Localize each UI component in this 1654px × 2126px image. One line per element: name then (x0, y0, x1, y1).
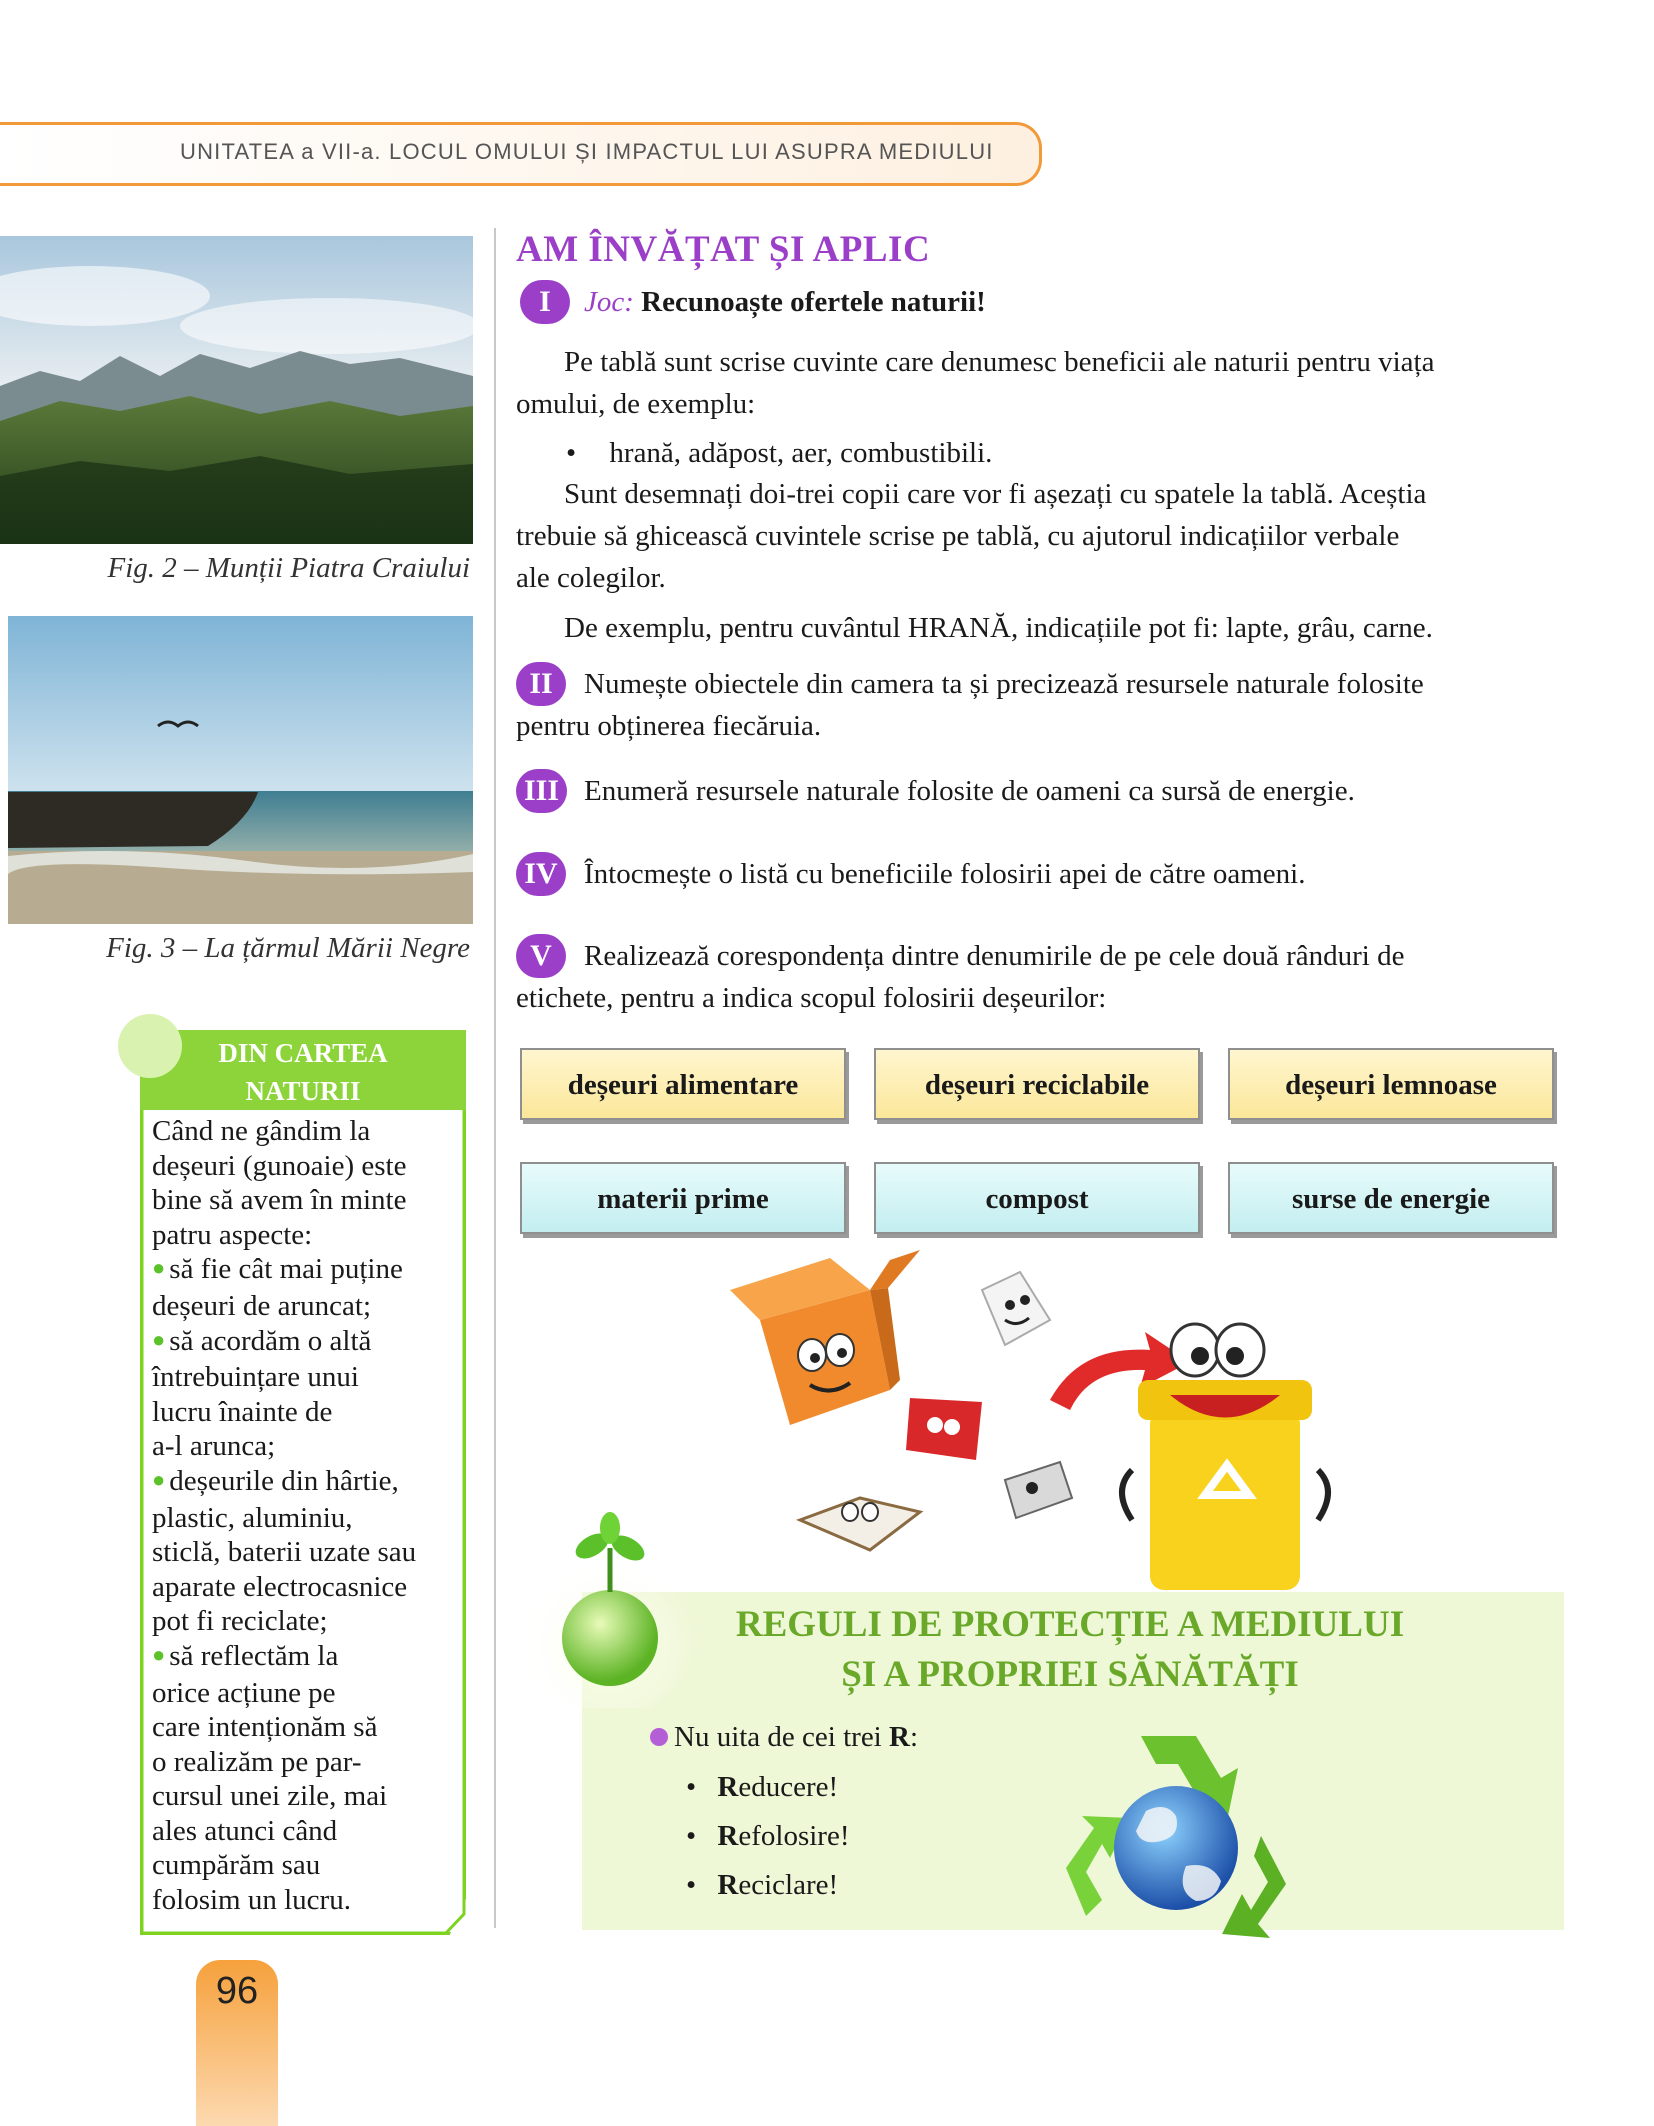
exercise-i-p3: De exemplu, pentru cuvântul HRANĂ, indicațiile pot fi: lapte, grâu, carne. (564, 612, 1433, 644)
label-raw-materials-text: materii prime (597, 1183, 769, 1215)
green-bullet-icon: ● (152, 1466, 166, 1492)
rules-intro-bold: R (889, 1721, 910, 1753)
red-package-icon (906, 1398, 982, 1460)
column-divider (494, 228, 496, 1928)
exercise-i-p2-line3: ale colegilor. (516, 562, 666, 594)
rules-item-first-letter: R (717, 1771, 739, 1803)
sidebar-line: Când ne gândim la (152, 1115, 371, 1147)
sidebar-title (140, 1030, 466, 1110)
label-energy-sources-text: surse de energie (1291, 1183, 1491, 1215)
sidebar-line: deșeuri (gunoaie) este (152, 1149, 407, 1182)
rules-item-rest: eciclare! (738, 1869, 839, 1901)
exercise-i-title (584, 281, 986, 323)
exercise-v-line1: Realizează corespondența dintre denumirile de pe cele două rânduri de (584, 940, 1405, 972)
sidebar-line: întrebuințare unui (152, 1361, 359, 1394)
rules-item-recycle (686, 1870, 838, 1900)
label-compost-text: compost (985, 1183, 1089, 1215)
rules-item-reduce (686, 1772, 838, 1802)
figure-sea-photo (8, 616, 473, 924)
rules-intro-text: Nu uita de cei trei (674, 1721, 889, 1753)
sidebar-title-line1: DIN CARTEA (218, 1038, 388, 1068)
exercise-badge-i: I (520, 280, 570, 324)
chapter-title: UNITATEA a VII-a. LOCUL OMULUI ȘI IMPACTUL LUI ASUPRA MEDIULUI (180, 139, 994, 164)
sidebar-line: deșeurile din hârtie, (169, 1464, 399, 1497)
figure-mountains-photo (0, 236, 473, 544)
rules-item-reuse (686, 1821, 849, 1851)
can-icon (1005, 1462, 1072, 1518)
sidebar-title-line2: NATURII (245, 1076, 361, 1106)
sidebar-line: orice acțiune pe (152, 1676, 336, 1709)
exercise-i-bullet-text: hrană, adăpost, aer, combustibili. (609, 437, 993, 469)
sidebar-line: cursul unei zile, mai (152, 1780, 388, 1813)
exercise-ii-line2: pentru obținerea fiecăruia. (516, 710, 822, 742)
section-title: AM ÎNVĂȚAT ȘI APLIC (516, 229, 931, 270)
figure-caption-sea: Fig. 3 – La țărmul Mării Negre (106, 932, 470, 964)
sidebar-line: să fie cât mai puține (169, 1253, 403, 1286)
sidebar-line: cumpărăm sau (152, 1849, 321, 1882)
sidebar-line: folosim un lucru. (152, 1884, 351, 1917)
cardboard-box-icon (730, 1250, 920, 1425)
exercise-i-bullet (566, 432, 992, 474)
rules-item-first-letter: R (717, 1820, 739, 1852)
sidebar-line: care intenționăm să (152, 1711, 378, 1744)
rules-item-rest: efolosire! (738, 1820, 850, 1852)
exercise-i-p2-line1: Sunt desemnați doi-trei copii care vor fi așezați cu spatele la tablă. Aceștia (564, 478, 1427, 510)
sidebar-line: o realizăm pe par- (152, 1745, 362, 1778)
sidebar-line: bine să avem în minte (152, 1184, 407, 1217)
sidebar-line: deșeuri de aruncat; (152, 1289, 372, 1322)
exercise-ii-line1: Numește obiectele din camera ta și precizează resursele naturale folosite (584, 668, 1424, 700)
green-bullet-icon: ● (152, 1641, 166, 1667)
rules-title-line1: REGULI DE PROTECȚIE A MEDIULUI (735, 1604, 1405, 1645)
bullet-icon: • (686, 1820, 697, 1852)
label-compost (874, 1162, 1200, 1234)
sidebar-line: a-l arunca; (152, 1430, 276, 1463)
green-bullet-icon: ● (152, 1255, 166, 1281)
figure-caption-mountains: Fig. 2 – Munții Piatra Craiului (107, 552, 470, 584)
sidebar-text (152, 1114, 462, 1918)
exercise-badge-ii: II (516, 662, 566, 706)
rules-item-first-letter: R (717, 1869, 739, 1901)
exercise-v-line2: etichete, pentru a indica scopul folosirii deșeurilor: (516, 982, 1107, 1014)
joc-label: Joc: (584, 286, 634, 318)
label-energy-sources (1228, 1162, 1554, 1234)
label-food-waste: deșeuri alimentare (520, 1048, 846, 1120)
rules-title (640, 1600, 1500, 1700)
exercise-i-p2-line2: trebuie să ghicească cuvintele scrise pe tablă, cu ajutorul indicațiilor verbale (516, 520, 1400, 552)
rules-item-rest: educere! (738, 1771, 839, 1803)
sidebar-line: să acordăm o altă (169, 1324, 372, 1357)
exercise-iv-line1: Întocmește o listă cu beneficiile folosirii apei de către oameni. (584, 858, 1306, 890)
label-recyclable-waste: deșeuri reciclabile (874, 1048, 1200, 1120)
green-bullet-icon: ● (152, 1326, 166, 1352)
exercise-i-heading: Recunoaște ofertele naturii! (641, 286, 986, 318)
recycling-illustration (720, 1250, 1360, 1595)
sidebar-line: să reflectăm la (169, 1639, 339, 1672)
sidebar-line: aparate electrocasnice (152, 1570, 408, 1603)
sidebar-line: plastic, aluminiu, (152, 1501, 353, 1534)
bullet-icon: • (686, 1771, 697, 1803)
rules-intro-end: : (909, 1721, 919, 1753)
exercise-badge-iii: III (516, 769, 567, 813)
label-raw-materials (520, 1162, 846, 1234)
recycling-globe-icon (1046, 1716, 1306, 1956)
sidebar-line: ales atunci când (152, 1814, 338, 1847)
exercise-iii-line1: Enumeră resursele naturale folosite de oameni ca sursă de energie. (584, 775, 1355, 807)
rules-title-line2: ȘI A PROPRIEI SĂNĂTĂȚI (841, 1654, 1299, 1695)
sidebar-circle-decoration (118, 1014, 182, 1078)
sidebar-line: patru aspecte: (152, 1218, 313, 1251)
label-wood-waste: deșeuri lemnoase (1228, 1048, 1554, 1120)
exercise-i-p1-line2: omului, de exemplu: (516, 388, 756, 420)
exercise-badge-v: V (516, 934, 566, 978)
sidebar-line: sticlă, baterii uzate sau (152, 1536, 417, 1569)
exercise-i-p1-line1: Pe tablă sunt scrise cuvinte care denumesc beneficii ale naturii pentru viața (564, 346, 1435, 378)
bullet-icon: • (566, 437, 577, 469)
bullet-icon: • (686, 1869, 697, 1901)
page-number: 96 (215, 1970, 259, 2012)
sidebar-line: lucru înainte de (152, 1395, 333, 1428)
book-icon (800, 1498, 920, 1550)
paper-icon (982, 1272, 1050, 1345)
exercise-badge-iv: IV (516, 852, 566, 896)
sidebar-line: pot fi reciclate; (152, 1605, 328, 1638)
purple-bullet-icon (650, 1728, 668, 1746)
rules-intro (650, 1722, 918, 1752)
